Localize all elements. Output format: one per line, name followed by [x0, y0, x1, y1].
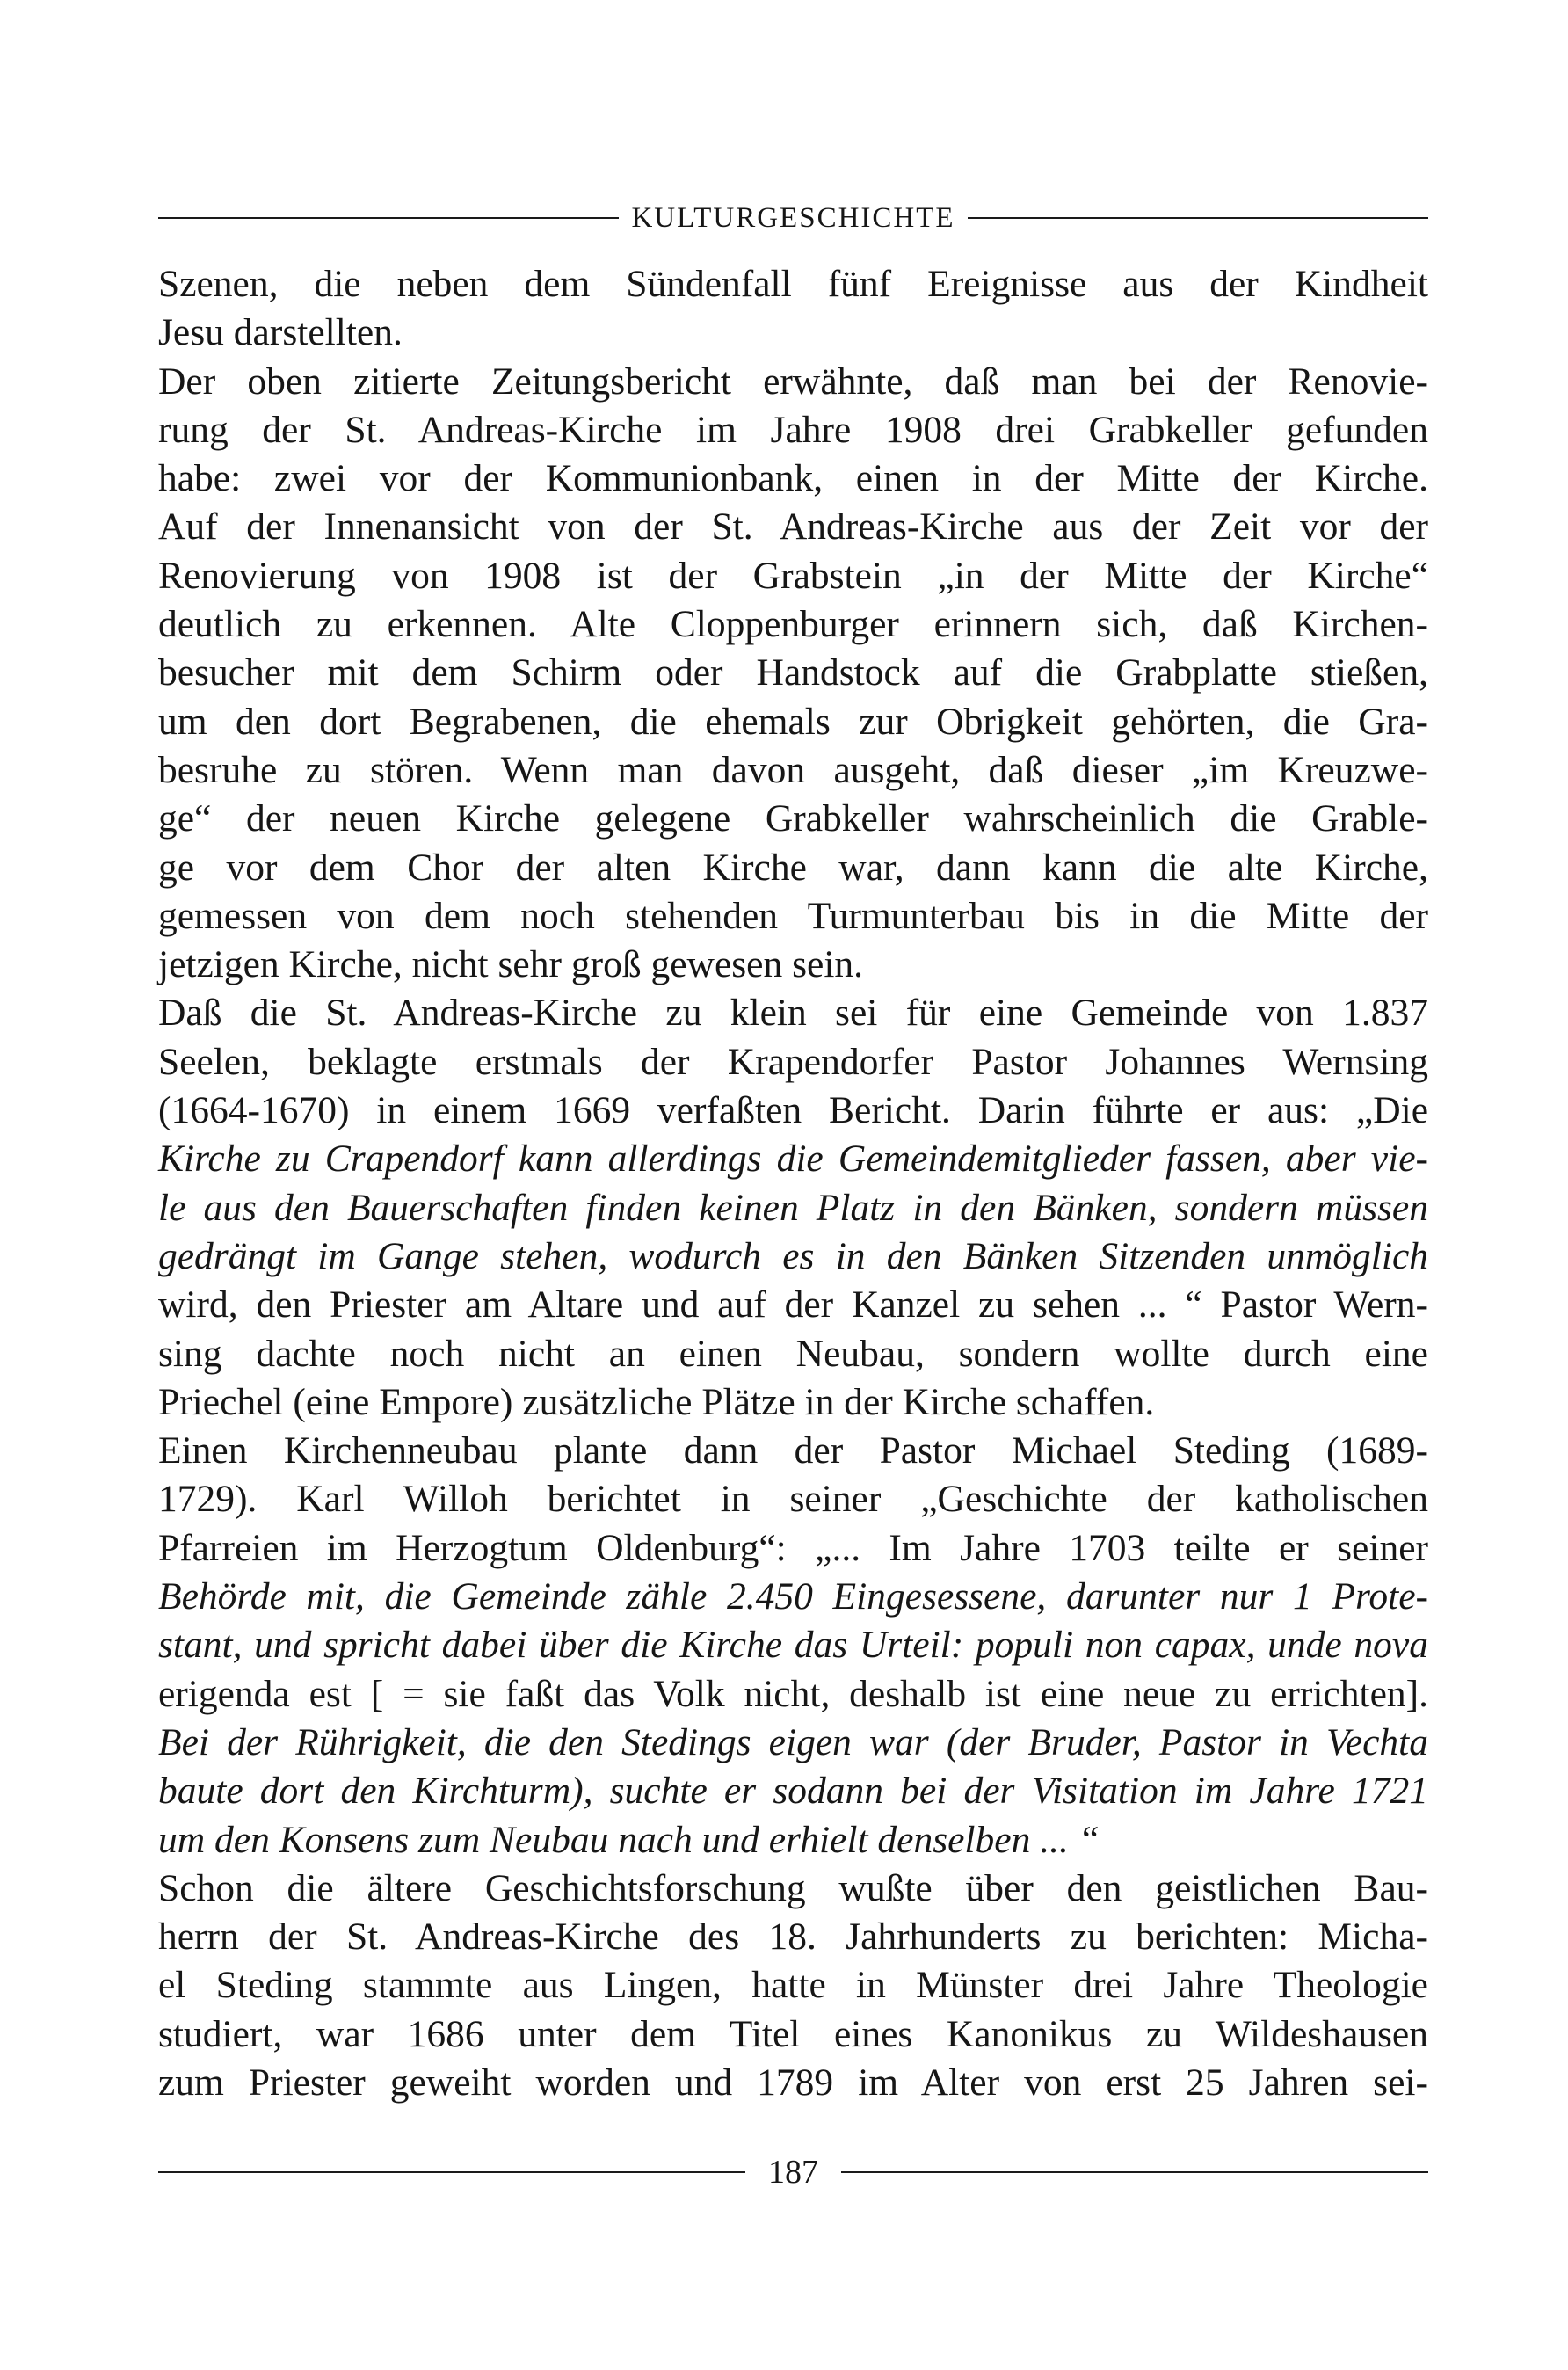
- text-line: jetzigen Kirche, nicht sehr groß gewesen sein.: [158, 943, 864, 986]
- text-line: Szenen, die neben dem Sündenfall fünf Ereignisse aus der Kindheit: [158, 263, 1428, 305]
- section-title: KULTURGESCHICHTE: [631, 201, 955, 234]
- text-line: Einen Kirchenneubau plante dann der Pastor Michael Steding (1689-: [158, 1429, 1428, 1472]
- text-line: Daß die St. Andreas-Kirche zu klein sei für eine Gemeinde von 1.837: [158, 992, 1428, 1035]
- text-line: besruhe zu stören. Wenn man davon ausgeht, daß dieser „im Kreuzwe-: [158, 748, 1428, 791]
- text-line: Bei der Rührigkeit, die den Stedings eigen war (der Bruder, Pastor in Vechta: [158, 1720, 1428, 1763]
- page-footer: [158, 2150, 1428, 2194]
- text-line: Jesu darstellten.: [158, 311, 403, 354]
- text-line: Pfarreien im Herzogtum Oldenburg“: „... Im Jahre 1703 teilte er seiner: [158, 1526, 1428, 1569]
- body-text: [158, 260, 1428, 2107]
- text-line: ge“ der neuen Kirche gelegene Grabkeller wahrscheinlich die Grable-: [158, 797, 1428, 840]
- text-line: gemessen von dem noch stehenden Turmunterbau bis in die Mitte der: [158, 894, 1428, 937]
- text-line: zum Priester geweiht worden und 1789 im Alter von erst 25 Jahren sei-: [158, 2061, 1428, 2104]
- head-rule-left: [158, 217, 619, 219]
- text-line: Behörde mit, die Gemeinde zähle 2.450 Eingesessene, darunter nur 1 Prote-: [158, 1575, 1428, 1618]
- text-line: Priechel (eine Empore) zusätzliche Plätze in der Kirche schaffen.: [158, 1380, 1155, 1423]
- text-line: Auf der Innenansicht von der St. Andreas-Kirche aus der Zeit vor der: [158, 505, 1428, 549]
- page-number: 187: [768, 2154, 818, 2191]
- text-line: Schon die ältere Geschichtsforschung wußte über den geistlichen Bau-: [158, 1866, 1428, 1909]
- text-line: (1664-1670) in einem 1669 verfaßten Bericht. Darin führte er aus: „Die: [158, 1089, 1428, 1132]
- text-line: Der oben zitierte Zeitungsbericht erwähnte, daß man bei der Renovie-: [158, 360, 1428, 403]
- text-line: um den Konsens zum Neubau nach und erhielt denselben ... “: [158, 1818, 1100, 1861]
- text-line: Seelen, beklagte erstmals der Krapendorfer Pastor Johannes Wernsing: [158, 1040, 1428, 1083]
- text-line: le aus den Bauerschaften finden keinen Platz in den Bänken, sondern müssen: [158, 1186, 1428, 1229]
- text-line: deutlich zu erkennen. Alte Cloppenburger erinnern sich, daß Kirchen-: [158, 603, 1428, 646]
- text-line: habe: zwei vor der Kommunionbank, einen in der Mitte der Kirche.: [158, 457, 1428, 500]
- text-line: wird, den Priester am Altare und auf der Kanzel zu sehen ... “ Pastor Wern-: [158, 1283, 1428, 1327]
- text-line: baute dort den Kirchturm), suchte er sodann bei der Visitation im Jahre 1721: [158, 1770, 1428, 1813]
- text-line: Renovierung von 1908 ist der Grabstein „in der Mitte der Kirche“: [158, 554, 1428, 597]
- text-line: rung der St. Andreas-Kirche im Jahre 1908 drei Grabkeller gefunden: [158, 408, 1428, 451]
- text-line: ge vor dem Chor der alten Kirche war, dann kann die alte Kirche,: [158, 846, 1428, 889]
- text-line: um den dort Begrabenen, die ehemals zur Obrigkeit gehörten, die Gra-: [158, 700, 1428, 743]
- text-line: gedrängt im Gange stehen, wodurch es in den Bänken Sitzenden unmöglich: [158, 1234, 1428, 1277]
- text-line: erigenda est [ = sie faßt das Volk nicht, deshalb ist eine neue zu errichten].: [158, 1672, 1428, 1715]
- footer-rule-left: [158, 2171, 745, 2173]
- text-line: herrn der St. Andreas-Kirche des 18. Jahrhunderts zu berichten: Micha-: [158, 1916, 1428, 1959]
- running-head: [158, 200, 1428, 236]
- text-line: 1729). Karl Willoh berichtet in seiner „Geschichte der katholischen: [158, 1478, 1428, 1521]
- text-line: stant, und spricht dabei über die Kirche das Urteil: populi non capax, unde nova: [158, 1624, 1428, 1667]
- text-line: sing dachte noch nicht an einen Neubau, sondern wollte durch eine: [158, 1332, 1428, 1375]
- footer-rule-right: [841, 2171, 1428, 2173]
- text-line: studiert, war 1686 unter dem Titel eines Kanonikus zu Wildeshausen: [158, 2012, 1428, 2055]
- head-rule-right: [968, 217, 1428, 219]
- text-line: besucher mit dem Schirm oder Handstock auf die Grabplatte stießen,: [158, 651, 1428, 694]
- text-line: el Steding stammte aus Lingen, hatte in Münster drei Jahre Theologie: [158, 1964, 1428, 2007]
- text-line: Kirche zu Crapendorf kann allerdings die Gemeindemitglieder fassen, aber vie-: [158, 1138, 1428, 1181]
